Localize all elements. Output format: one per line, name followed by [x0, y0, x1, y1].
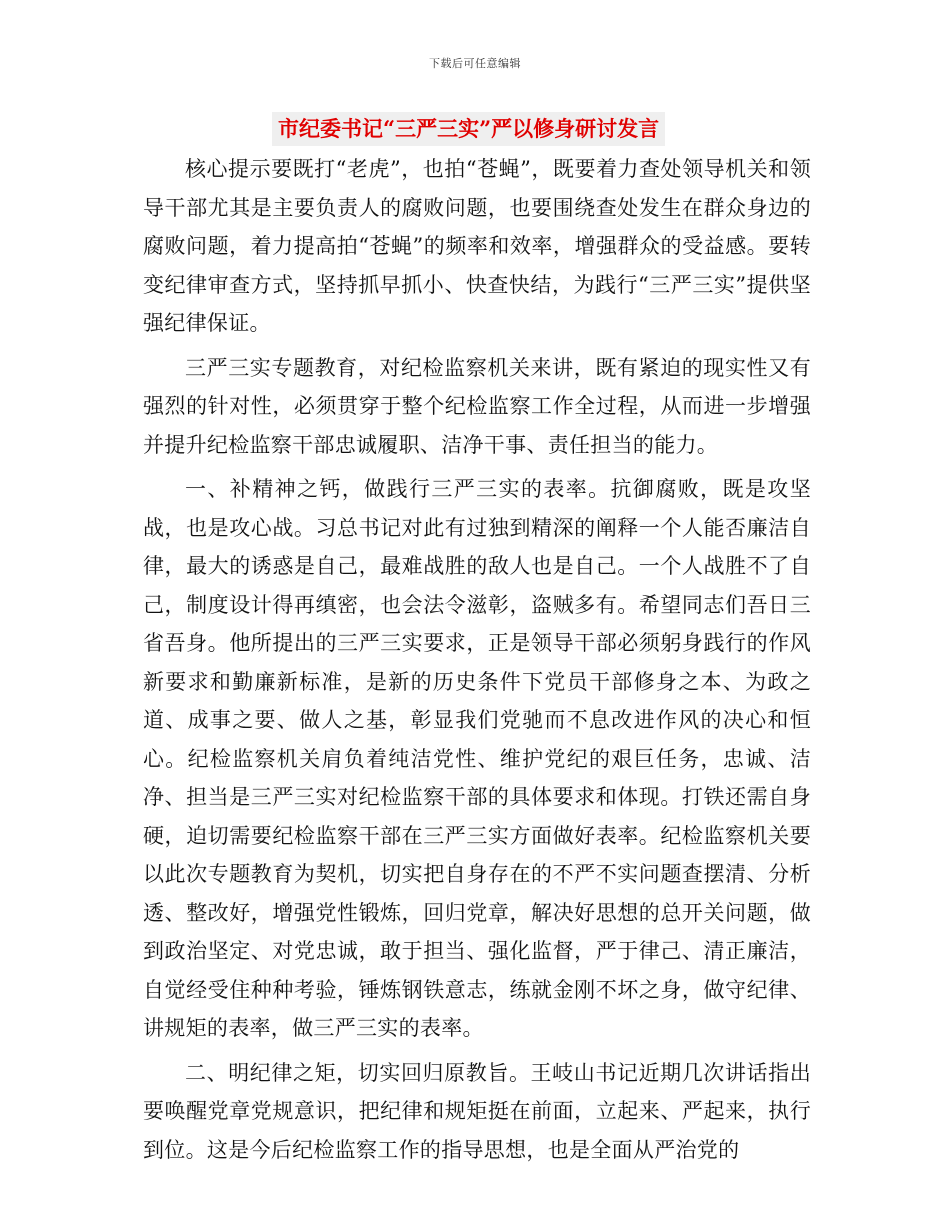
- paragraph-overview: 三严三实专题教育，对纪检监察机关来讲，既有紧迫的现实性又有强烈的针对性，必须贯穿于整个纪检监察工作全过程，从而进一步增强并提升纪检监察干部忠诚履职、洁净干事、责任担当的能力。: [143, 355, 811, 457]
- header-note: 下载后可任意编辑: [429, 57, 521, 70]
- paragraph-section-two: 二、明纪律之矩，切实回归原教旨。王岐山书记近期几次讲话指出要唤醒党章党规意识，把纪律和规矩挺在前面，立起来、严起来，执行到位。这是今后纪检监察工作的指导思想，也是全面从严治党的: [143, 1060, 811, 1162]
- document-title: 市纪委书记“三严三实”严以修身研讨发言: [272, 112, 665, 146]
- document-body: [143, 150, 811, 1169]
- paragraph-intro: 核心提示要既打“老虎”，也拍“苍蝇”，既要着力查处领导机关和领导干部尤其是主要负责人的腐败问题，也要围绕查处发生在群众身边的腐败问题，着力提高拍“苍蝇”的频率和效率，增强群众的受益感。要转变纪律审查方式，坚持抓早抓小、快查快结，为践行“三严三实”提供坚强纪律保证。: [143, 157, 811, 335]
- paragraph-section-one: 一、补精神之钙，做践行三严三实的表率。抗御腐败，既是攻坚战，也是攻心战。习总书记对此有过独到精深的阐释一个人能否廉洁自律，最大的诱惑是自己，最难战胜的敌人也是自己。一个人战胜不了自己，制度设计得再缜密，也会法令滋彰，盗贼多有。希望同志们吾日三省吾身。他所提出的三严三实要求，正是领导干部必须躬身践行的作风新要求和勤廉新标准，是新的历史条件下党员干部修身之本、为政之道、成事之要、做人之基，彰显我们党驰而不息改进作风的决心和恒心。纪检监察机关肩负着纯洁党性、维护党纪的艰巨任务，忠诚、洁净、担当是三严三实对纪检监察干部的具体要求和体现。打铁还需自身硬，迫切需要纪检监察干部在三严三实方面做好表率。纪检监察机关要以此次专题教育为契机，切实把自身存在的不严不实问题查摆清、分析透、整改好，增强党性锻炼，回归党章，解决好思想的总开关问题，做到政治坚定、对党忠诚，敢于担当、强化监督，严于律己、清正廉洁，自觉经受住种种考验，锤炼钢铁意志，练就金刚不坏之身，做守纪律、讲规矩的表率，做三严三实的表率。: [143, 477, 811, 1040]
